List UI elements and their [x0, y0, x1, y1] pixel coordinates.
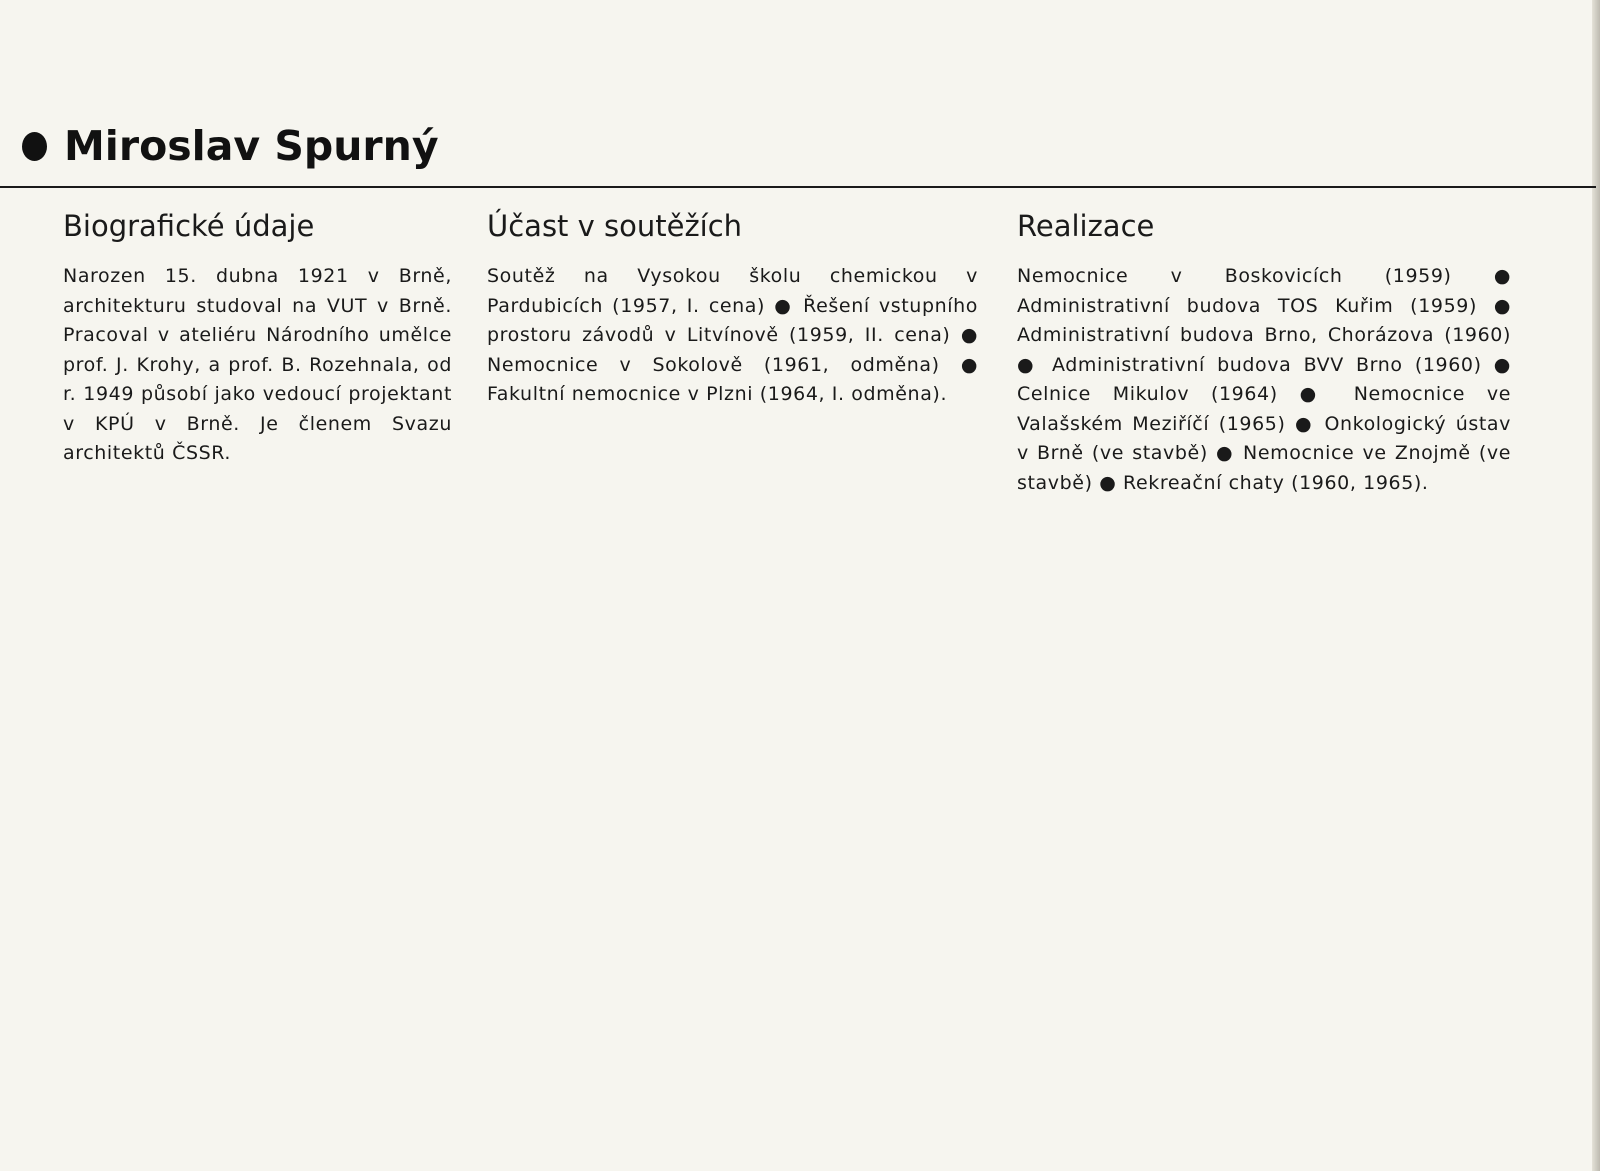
competitions-column: [487, 208, 978, 410]
competitions-heading: Účast v soutěžích: [487, 209, 743, 243]
header-divider: [0, 186, 1596, 188]
biography-column: [63, 208, 452, 469]
bullet-dot-icon: [22, 132, 47, 161]
realizations-column: [1017, 208, 1511, 498]
realizations-heading: Realizace: [1017, 209, 1155, 243]
biography-heading: Biografické údaje: [63, 209, 315, 243]
page-header: [22, 122, 439, 170]
page-edge: [1592, 0, 1600, 1171]
biography-text: Narozen 15. dubna 1921 v Brně, architekturu studoval na VUT v Brně. Pracoval v ateliéru Národního umělce prof. J. Krohy, a prof. B. Rozehnala, od r. 1949 působí jako vedoucí projektant v KPÚ v Brně. Je členem Svazu architektů ČSSR.: [63, 265, 452, 465]
competitions-text: Soutěž na Vysokou školu chemickou v Pardubicích (1957, I. cena) ● Řešení vstupního prostoru závodů v Litvínově (1959, II. cena) ● Nemocnice v Sokolově (1961, odměna) ● Fakultní nemocnice v Plzni (1964, I. odměna).: [487, 265, 978, 406]
page-title: Miroslav Spurný: [64, 122, 439, 170]
realizations-text: Nemocnice v Boskovicích (1959) ● Administrativní budova TOS Kuřim (1959) ● Administrativní budova Brno, Chorázova (1960) ● Administrativní budova BVV Brno (1960) ● Celnice Mikulov (1964) ● Nemocnice ve Valašském Meziříčí (1965) ● Onkologický ústav v Brně (ve stavbě) ● Nemocnice ve Znojmě (ve stavbě) ● Rekreační chaty (1960, 1965).: [1017, 265, 1511, 494]
